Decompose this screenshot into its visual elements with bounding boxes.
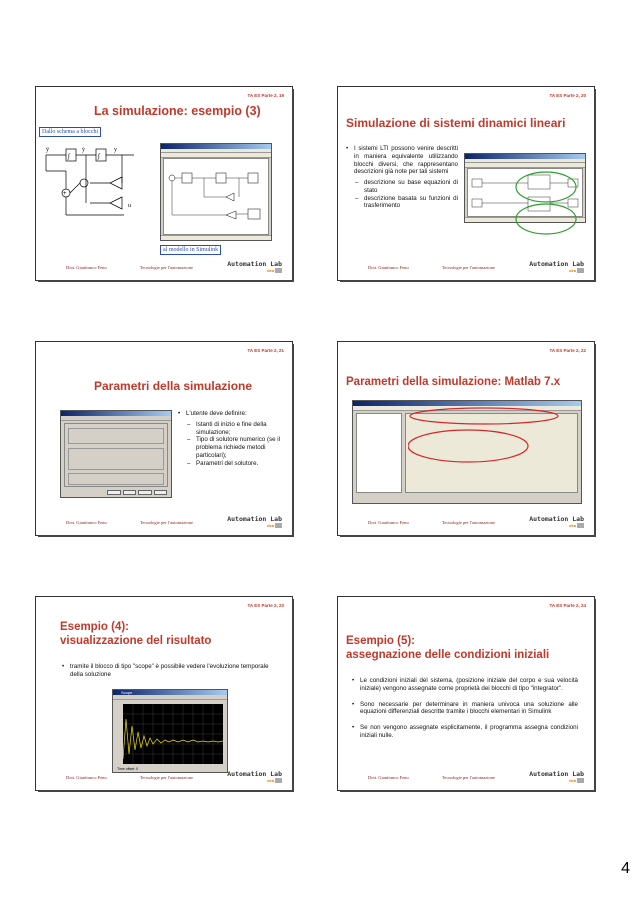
- dea-logo: dea: [569, 268, 576, 273]
- slide-bullets: [62, 663, 280, 682]
- sum-plus: +: [63, 191, 67, 197]
- slide-19: [36, 87, 292, 280]
- label-simulink: al modello in Simulink: [160, 245, 221, 255]
- footer-course: Tecnologie per l'automazione: [140, 775, 193, 780]
- university-logo: [577, 523, 584, 528]
- footer-course: Tecnologie per l'automazione: [442, 265, 495, 270]
- bullet-item: • I sistemi LTI possono venire descritti in maniera equivalente utilizzando blocchi diversi, che rappresentano descrizioni già note per tali sistemi: [346, 145, 458, 176]
- slide-footer: [36, 515, 292, 529]
- university-logo: [577, 778, 584, 783]
- slide-22: [338, 342, 594, 535]
- footer-lab: Automation Lab: [227, 770, 282, 778]
- footer-lab: Automation Lab: [529, 770, 584, 778]
- slide-bullets: [346, 145, 458, 210]
- university-logo: [275, 778, 282, 783]
- slide-bullets: [352, 677, 578, 743]
- slide-code: TA ES Parte 2, 21: [247, 348, 284, 353]
- university-logo: [577, 268, 584, 273]
- footer-author: Dott. Gianfranco Fenu: [368, 520, 409, 525]
- page-number: 4: [621, 860, 630, 877]
- sub-bullet: – descrizione su base equazioni di stato: [346, 179, 458, 195]
- bullet-item: • Le condizioni iniziali del sistema, (posizione iniziale del corpo e sua velocità iniziale) vengono assegnate come proprietà dei blocchi di tipo "integrator".: [352, 677, 578, 693]
- dea-logo: dea: [267, 778, 274, 783]
- slide-title: Simulazione di sistemi dinamici lineari: [346, 116, 566, 130]
- time-offset: Time offset: 0: [117, 767, 139, 771]
- footer-course: Tecnologie per l'automazione: [140, 265, 193, 270]
- slide-footer: [36, 770, 292, 784]
- scope-plot: [123, 704, 223, 764]
- sub-bullet: – Tipo di solutore numerico (se il problema richiede metodi particolari);: [178, 436, 286, 459]
- slide-footer: [338, 770, 594, 784]
- slide-footer: [36, 260, 292, 274]
- sub-bullet: – descrizione basata su funzioni di trasferimento: [346, 195, 458, 211]
- simulation-parameters-dialog: [60, 410, 172, 498]
- university-logo: [275, 523, 282, 528]
- university-logo: [275, 268, 282, 273]
- label-u: u: [128, 203, 131, 209]
- slide-24: [338, 597, 594, 790]
- slide-21: [36, 342, 292, 535]
- slide-title: La simulazione: esempio (3): [94, 104, 261, 118]
- footer-author: Dott. Gianfranco Fenu: [66, 520, 107, 525]
- footer-author: Dott. Gianfranco Fenu: [66, 775, 107, 780]
- highlight-circles: [408, 406, 568, 466]
- slide-title: Parametri della simulazione: Matlab 7.x: [346, 376, 561, 388]
- slide-code: TA ES Parte 2, 22: [549, 348, 586, 353]
- slide-23: [36, 597, 292, 790]
- footer-course: Tecnologie per l'automazione: [442, 520, 495, 525]
- dea-logo: dea: [267, 523, 274, 528]
- block-diagram: [44, 141, 144, 221]
- bullet-item: • L'utente deve definire:: [178, 410, 286, 418]
- slide-title-line1: Esempio (4):: [60, 621, 130, 633]
- slide-bullets: [178, 410, 286, 467]
- integrator-1: ∫: [68, 152, 70, 160]
- dea-logo: dea: [267, 268, 274, 273]
- highlight-circles: [508, 163, 592, 243]
- integrator-2: ∫: [98, 152, 100, 160]
- footer-lab: Automation Lab: [227, 515, 282, 523]
- footer-lab: Automation Lab: [227, 260, 282, 268]
- slide-title-line1: Esempio (5):: [346, 635, 416, 647]
- label-y2dot: ÿ: [46, 147, 49, 153]
- slide-title-line2: assegnazione delle condizioni iniziali: [346, 649, 550, 661]
- footer-author: Dott. Gianfranco Fenu: [368, 775, 409, 780]
- footer-author: Dott. Gianfranco Fenu: [368, 265, 409, 270]
- slide-code: TA ES Parte 2, 20: [549, 93, 586, 98]
- label-ydot: ẏ: [82, 147, 85, 153]
- scope-window: [112, 689, 228, 773]
- slide-code: TA ES Parte 2, 24: [549, 603, 586, 608]
- sub-bullet: – Istanti di inizio e fine della simulazione;: [178, 421, 286, 437]
- dea-logo: dea: [569, 778, 576, 783]
- slide-code: TA ES Parte 2, 23: [247, 603, 284, 608]
- slide-code: TA ES Parte 2, 19: [247, 93, 284, 98]
- slide-footer: [338, 260, 594, 274]
- simulink-window: [160, 143, 272, 241]
- slide-title-line2: visualizzazione del risultato: [60, 635, 212, 647]
- slide-title: Parametri della simulazione: [94, 379, 253, 393]
- footer-author: Dott. Gianfranco Fenu: [66, 265, 107, 270]
- footer-lab: Automation Lab: [529, 260, 584, 268]
- bullet-item: • Se non vengono assegnate esplicitamente, il programma assegna condizioni iniziali nulle.: [352, 724, 578, 740]
- slide-20: [338, 87, 594, 280]
- bullet-item: • tramite il blocco di tipo "scope" è possibile vedere l'evoluzione temporale della soluzione: [62, 663, 280, 679]
- bullet-item: • Sono necessarie per determinare in maniera univoca una soluzione alle equazioni differenziali descritte tramite i blocchi elementari in Simulink: [352, 701, 578, 717]
- footer-course: Tecnologie per l'automazione: [140, 520, 193, 525]
- scope-title: Scope: [113, 690, 227, 695]
- footer-course: Tecnologie per l'automazione: [442, 775, 495, 780]
- footer-lab: Automation Lab: [529, 515, 584, 523]
- dea-logo: dea: [569, 523, 576, 528]
- label-schema: Dallo schema a blocchi: [39, 127, 101, 137]
- label-y: y: [114, 147, 117, 153]
- simulink-model: [164, 159, 270, 235]
- slide-footer: [338, 515, 594, 529]
- sub-bullet: – Parametri del solutore.: [178, 460, 286, 468]
